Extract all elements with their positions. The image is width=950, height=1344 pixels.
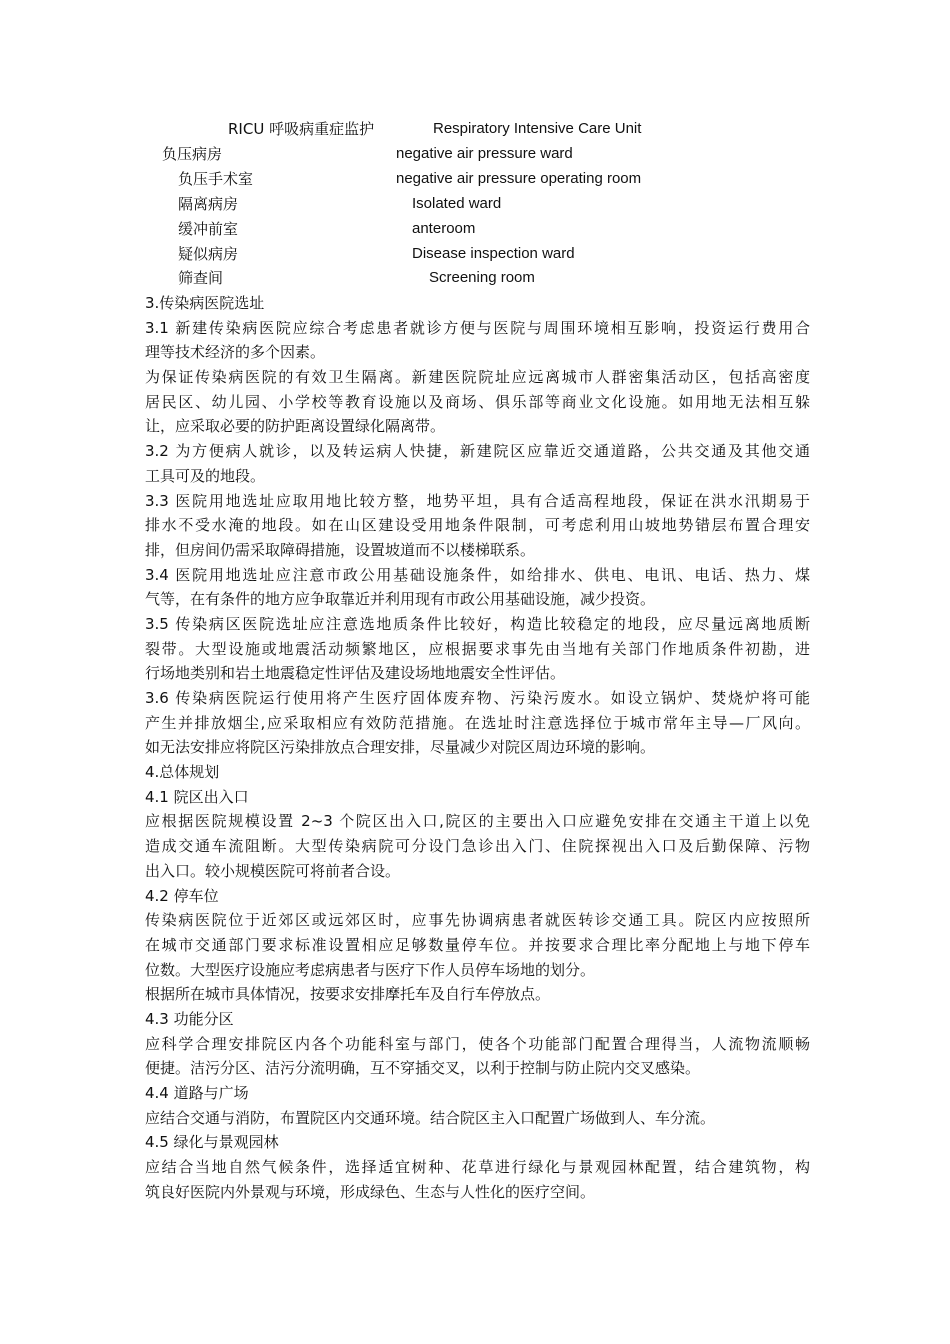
- term-zh-negative-pressure-ward: 负压病房: [162, 145, 223, 163]
- document-body: [145, 291, 810, 1204]
- text-line: 行场地类别和岩土地震稳定性评估及建设场地地震安全性评估。: [145, 664, 566, 683]
- term-zh-screening-room: 筛查间: [178, 269, 224, 287]
- text-line: 在城市交通部门要求标准设置相应足够数量停车位。并按要求合理比率分配地上与地下停车: [145, 935, 810, 954]
- text-line: 理等技术经济的多个因素。: [145, 343, 326, 362]
- subsection-heading: 4.5 绿化与景观园林: [145, 1133, 279, 1152]
- term-en-isolated-ward: Isolated ward: [412, 195, 502, 212]
- text-line: 应结合当地自然气候条件，选择适宜树种、花草进行绿化与景观园林配置，结合建筑物，构: [145, 1158, 810, 1177]
- text-line: 筑良好医院内外景观与环境，形成绿色、生态与人性化的医疗空间。: [145, 1182, 596, 1201]
- text-line: 产生并排放烟尘,应采取相应有效防范措施。在选址时注意选择位于城市常年主导—厂风向。: [145, 713, 810, 732]
- text-line: 出入口。较小规模医院可将前者合设。: [145, 861, 401, 880]
- term-zh-ricu: RICU 呼吸病重症监护: [228, 120, 375, 138]
- text-line: 3.4 医院用地选址应注意市政公用基础设施条件，如给排水、供电、电讯、电话、热力、煤: [145, 565, 810, 584]
- text-line: 居民区、幼儿园、小学校等教育设施以及商场、俱乐部等商业文化设施。如用地无法相互躲: [145, 392, 810, 411]
- subsection-heading: 4.3 功能分区: [145, 1009, 234, 1028]
- text-line: 排，但房间仍需采取障碍措施，设置坡道而不以楼梯联系。: [145, 540, 536, 559]
- subsection-heading: 4.2 停车位: [145, 886, 219, 905]
- term-en-screening-room: Screening room: [429, 269, 535, 286]
- term-en-ricu: Respiratory Intensive Care Unit: [433, 120, 642, 137]
- text-line: 为保证传染病医院的有效卫生隔离。新建医院院址应远离城市人群密集活动区，包括高密度: [145, 368, 810, 387]
- subsection-heading: 4.1 院区出入口: [145, 787, 249, 806]
- text-line: 位数。大型医疗设施应考虑病患者与医疗下作人员停车场地的划分。: [145, 960, 596, 979]
- text-line: 如无法安排应将院区污染排放点合理安排，尽量减少对院区周边环境的影响。: [145, 738, 656, 757]
- text-line: 应科学合理安排院区内各个功能科室与部门，使各个功能部门配置合理得当，人流物流顺畅: [145, 1034, 810, 1053]
- text-line: 应根据医院规模设置 2~3 个院区出入口,院区的主要出入口应避免安排在交通主干道上以免: [145, 812, 810, 831]
- term-zh-negative-pressure-or: 负压手术室: [178, 170, 254, 188]
- text-line: 裂带。大型设施或地震活动频繁地区，应根据要求事先由当地有关部门作地质条件初勘，进: [145, 639, 810, 658]
- text-line: 气等，在有条件的地方应争取靠近并利用现有市政公用基础设施，减少投资。: [145, 590, 656, 609]
- section-heading: 4.总体规划: [145, 763, 220, 782]
- term-zh-isolated-ward: 隔离病房: [178, 195, 239, 213]
- text-line: 排水不受水淹的地段。如在山区建设受用地条件限制，可考虑利用山坡地势错层布置合理安: [145, 516, 810, 535]
- text-line: 3.1 新建传染病医院应综合考虑患者就诊方便与医院与周围环境相互影响，投资运行费用合: [145, 318, 810, 337]
- text-line: 传染病医院位于近郊区或远郊区时，应事先协调病患者就医转诊交通工具。院区内应按照所: [145, 911, 810, 930]
- section-heading: 3.传染病医院选址: [145, 294, 265, 312]
- term-zh-anteroom: 缓冲前室: [178, 220, 239, 238]
- text-line: 根据所在城市具体情况，按要求安排摩托车及自行车停放点。: [145, 985, 551, 1004]
- term-en-anteroom: anteroom: [412, 220, 476, 237]
- text-line: 造成交通车流阻断。大型传染病院可分设门急诊出入门、住院探视出入口及后勤保障、污物: [145, 837, 810, 856]
- text-line: 3.6 传染病医院运行使用将产生医疗固体废弃物、污染污废水。如设立锅炉、焚烧炉将可能: [145, 689, 810, 707]
- term-en-negative-pressure-ward: negative air pressure ward: [396, 145, 573, 162]
- text-line: 应结合交通与消防，布置院区内交通环境。结合院区主入口配置广场做到人、车分流。: [145, 1108, 716, 1127]
- term-zh-inspection-ward: 疑似病房: [178, 245, 239, 263]
- term-en-inspection-ward: Disease inspection ward: [412, 245, 575, 262]
- subsection-heading: 4.4 道路与广场: [145, 1084, 249, 1102]
- term-en-negative-pressure-or: negative air pressure operating room: [396, 170, 642, 187]
- text-line: 3.3 医院用地选址应取用地比较方整，地势平坦，具有合适高程地段，保证在洪水汛期易于: [145, 491, 810, 510]
- text-line: 让，应采取必要的防护距离设置绿化隔离带。: [145, 417, 446, 436]
- text-line: 3.2 为方便病人就诊，以及转运病人快捷，新建院区应靠近交通道路，公共交通及其他交通: [145, 442, 810, 461]
- text-line: 便捷。洁污分区、洁污分流明确，互不穿插交叉，以利于控制与防止院内交叉感染。: [145, 1059, 701, 1078]
- text-line: 工具可及的地段。: [145, 466, 266, 485]
- text-line: 3.5 传染病区医院选址应注意选地质条件比较好，构造比较稳定的地段，应尽量远离地质断: [145, 614, 810, 633]
